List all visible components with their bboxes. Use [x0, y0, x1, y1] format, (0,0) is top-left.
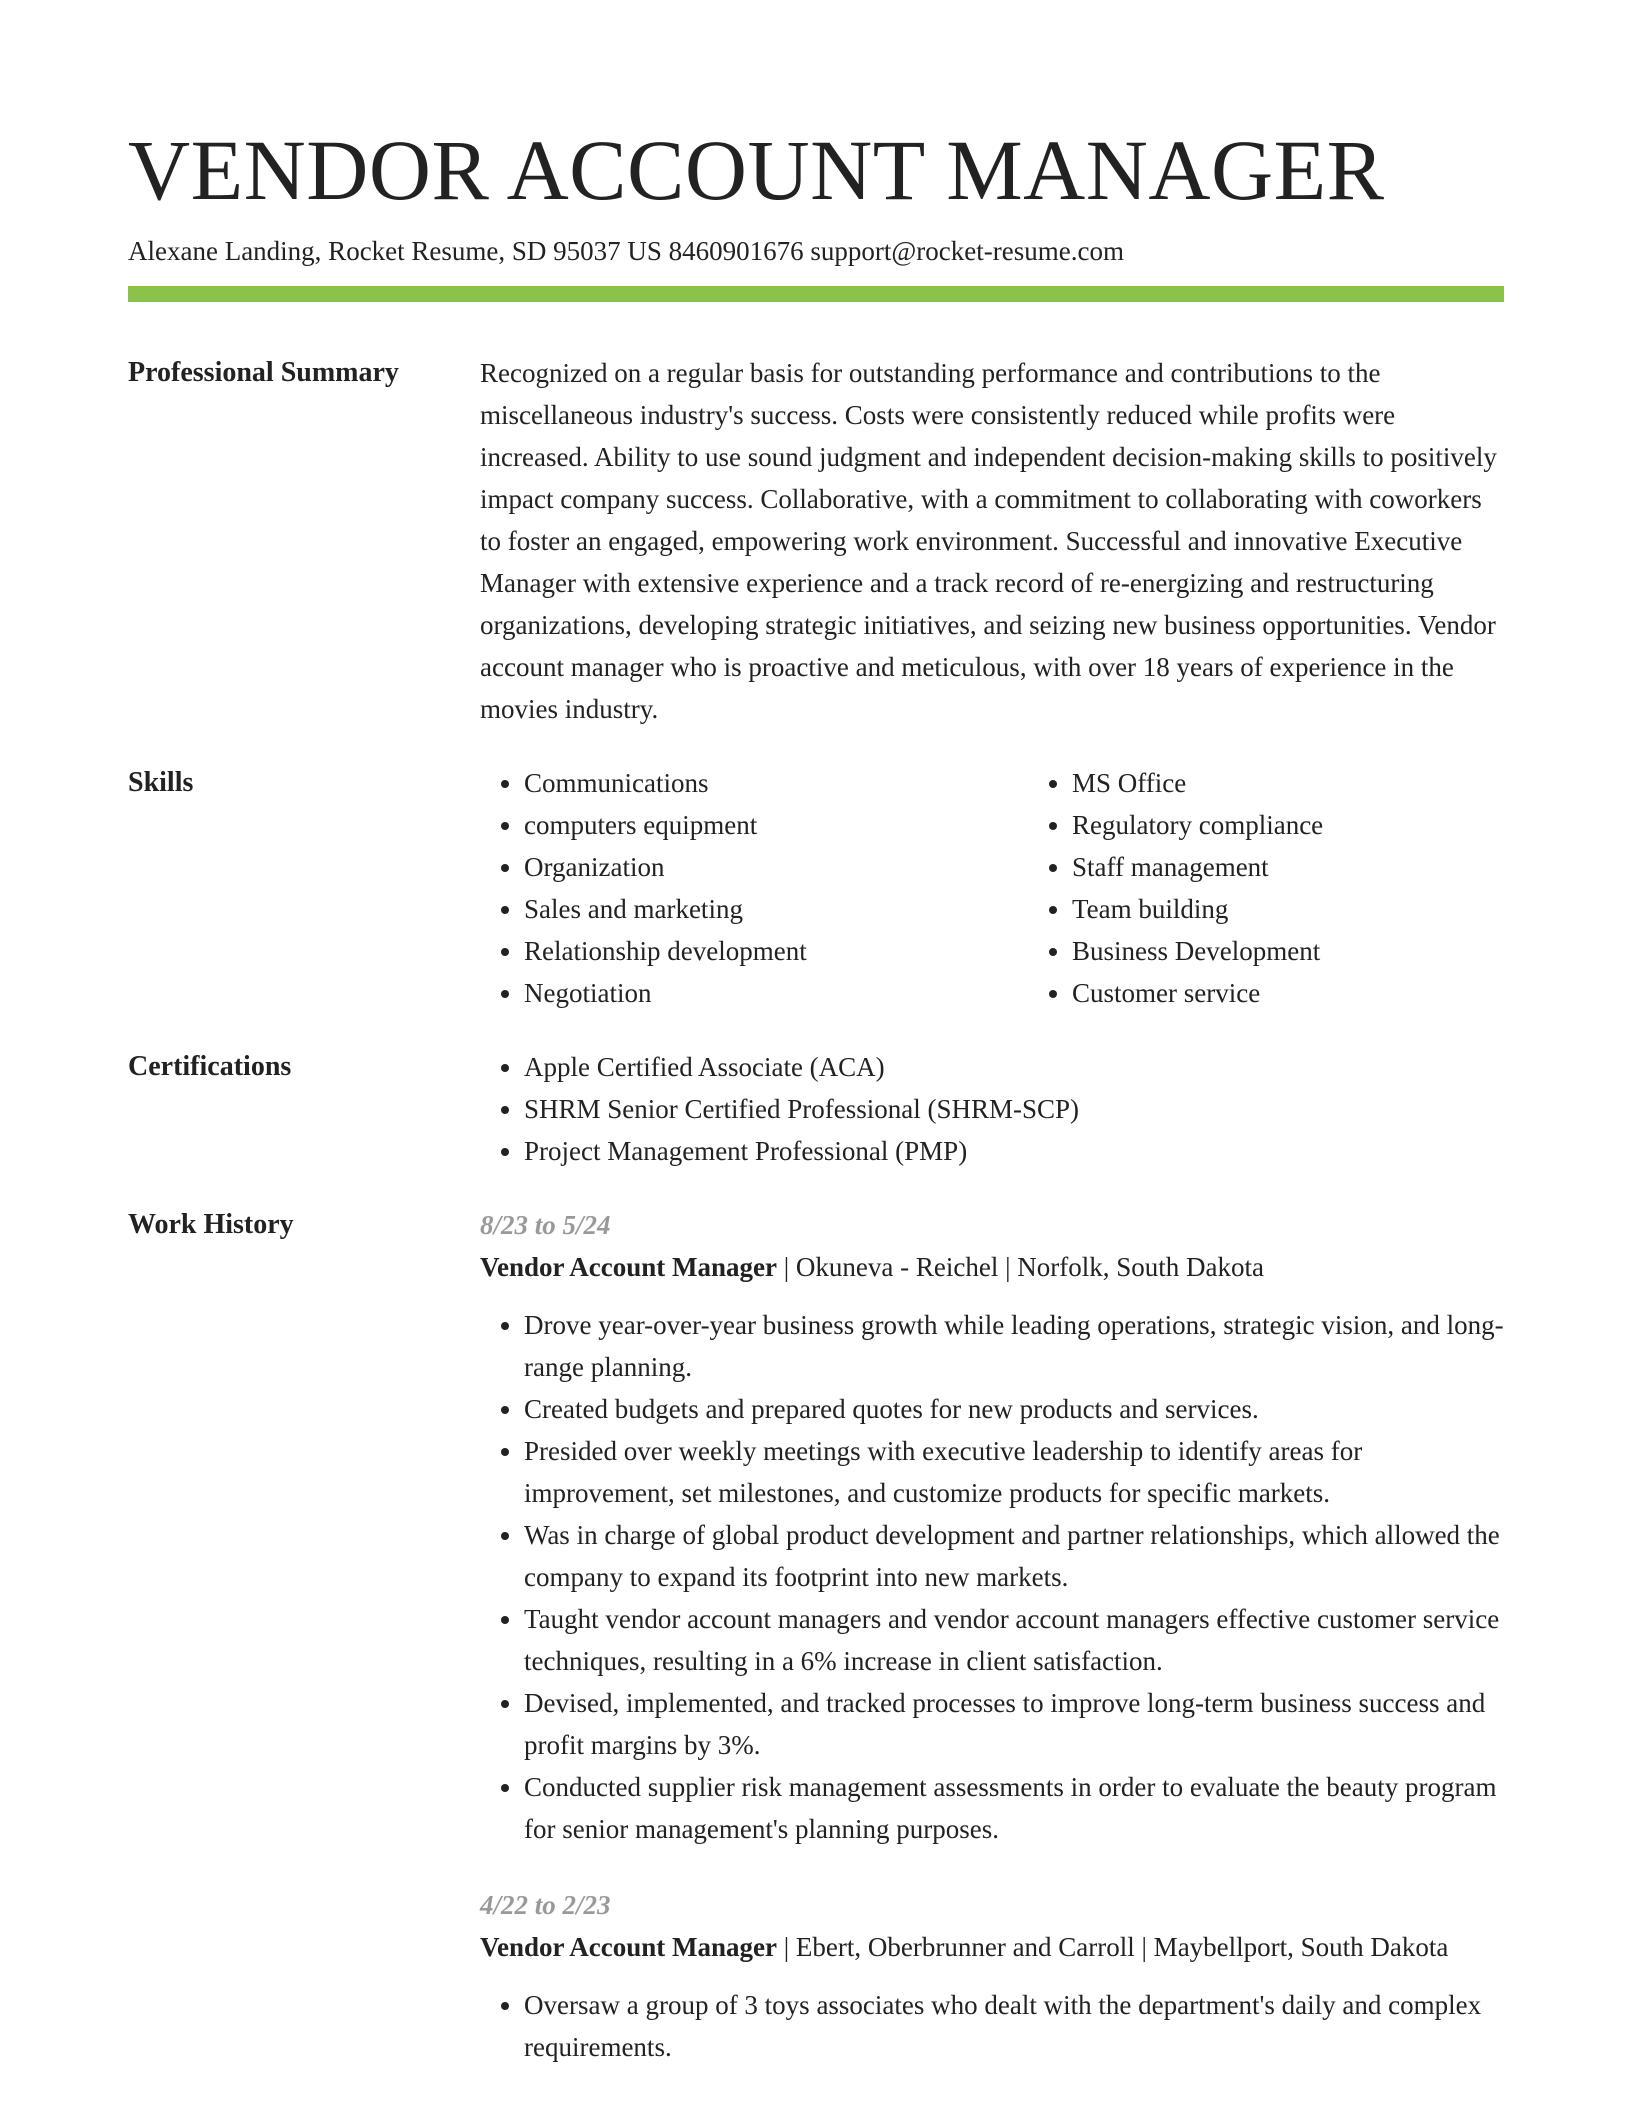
- skill-item: • Team building: [1072, 888, 1576, 930]
- work-history-body: [480, 1204, 1504, 2102]
- certifications-list: [480, 1046, 1504, 1172]
- job-bullet: • Taught vendor account managers and vendor account managers effective customer service techniques, resulting in a 6% increase in client satisfaction.: [524, 1598, 1504, 1682]
- skill-item: • MS Office: [1072, 762, 1576, 804]
- resume-title: VENDOR ACCOUNT MANAGER: [128, 122, 1385, 218]
- section-work-history: [128, 1204, 1504, 2102]
- skill-item: • Sales and marketing: [524, 888, 1028, 930]
- job-responsibilities: [480, 1304, 1504, 1850]
- skill-item: • Staff management: [1072, 846, 1576, 888]
- skills-list-right: [1028, 762, 1576, 1014]
- job-bullet: • Conducted supplier risk management assessments in order to evaluate the beauty program for senior management's planning purposes.: [524, 1766, 1504, 1850]
- certification-item: • Apple Certified Associate (ACA): [524, 1046, 1504, 1088]
- job-title: Vendor Account Manager: [480, 1932, 777, 1962]
- job-heading: [480, 1926, 1504, 1968]
- skill-item: • Communications: [524, 762, 1028, 804]
- job-title: Vendor Account Manager: [480, 1252, 777, 1282]
- resume-page: [128, 0, 1504, 2102]
- skill-item: • Organization: [524, 846, 1028, 888]
- job-entry: [480, 1884, 1504, 2068]
- job-dates: 4/22 to 2/23: [480, 1890, 611, 1920]
- job-responsibilities: [480, 1984, 1504, 2068]
- job-entry: [480, 1204, 1504, 1850]
- skill-item: • Customer service: [1072, 972, 1576, 1014]
- skill-item: • computers equipment: [524, 804, 1028, 846]
- summary-body: [480, 352, 1504, 730]
- certification-item: • SHRM Senior Certified Professional (SHRM-SCP): [524, 1088, 1504, 1130]
- section-certifications: [128, 1046, 1504, 1172]
- skill-item: • Negotiation: [524, 972, 1028, 1014]
- job-bullet: • Devised, implemented, and tracked processes to improve long-term business success and profit margins by 3%.: [524, 1682, 1504, 1766]
- job-dates: 8/23 to 5/24: [480, 1210, 611, 1240]
- job-heading: [480, 1246, 1504, 1288]
- job-details: | Ebert, Oberbrunner and Carroll | Maybellport, South Dakota: [777, 1932, 1449, 1962]
- section-skills: [128, 762, 1504, 1014]
- skill-item: • Business Development: [1072, 930, 1576, 972]
- section-label-certifications: Certifications: [128, 1051, 292, 1082]
- job-bullet: • Presided over weekly meetings with executive leadership to identify areas for improvement, set milestones, and customize products for specific markets.: [524, 1430, 1504, 1514]
- skill-item: • Regulatory compliance: [1072, 804, 1576, 846]
- section-label-skills: Skills: [128, 767, 194, 798]
- skills-columns: [480, 762, 1576, 1014]
- header-divider: [128, 286, 1504, 302]
- job-bullet: • Oversaw a group of 3 toys associates who dealt with the department's daily and complex requirements.: [524, 1984, 1504, 2068]
- job-bullet: • Created budgets and prepared quotes for new products and services.: [524, 1388, 1504, 1430]
- section-label-work-history: Work History: [128, 1209, 294, 1240]
- summary-text: Recognized on a regular basis for outstanding performance and contributions to the miscellaneous industry's success. Costs were consistently reduced while profits were increased. Ability to use sound judgment and independent decision-making skills to positively impact company success. Collaborative, with a commitment to collaborating with coworkers to foster an engaged, empowering work environment. Successful and innovative Executive Manager with extensive experience and a track record of re-energizing and restructuring organizations, developing strategic initiatives, and seizing new business opportunities. Vendor account manager who is proactive and meticulous, with over 18 years of experience in the movies industry.: [480, 358, 1497, 724]
- job-details: | Okuneva - Reichel | Norfolk, South Dakota: [777, 1252, 1264, 1282]
- certifications-body: [480, 1046, 1504, 1172]
- skills-list-left: [480, 762, 1028, 1014]
- section-professional-summary: [128, 352, 1504, 730]
- contact-info: Alexane Landing, Rocket Resume, SD 95037 US 8460901676 support@rocket-resume.com: [128, 236, 1124, 266]
- skill-item: • Relationship development: [524, 930, 1028, 972]
- certification-item: • Project Management Professional (PMP): [524, 1130, 1504, 1172]
- job-bullet: • Was in charge of global product development and partner relationships, which allowed the company to expand its footprint into new markets.: [524, 1514, 1504, 1598]
- section-label-summary: Professional Summary: [128, 357, 399, 388]
- job-bullet: • Drove year-over-year business growth while leading operations, strategic vision, and long-range planning.: [524, 1304, 1504, 1388]
